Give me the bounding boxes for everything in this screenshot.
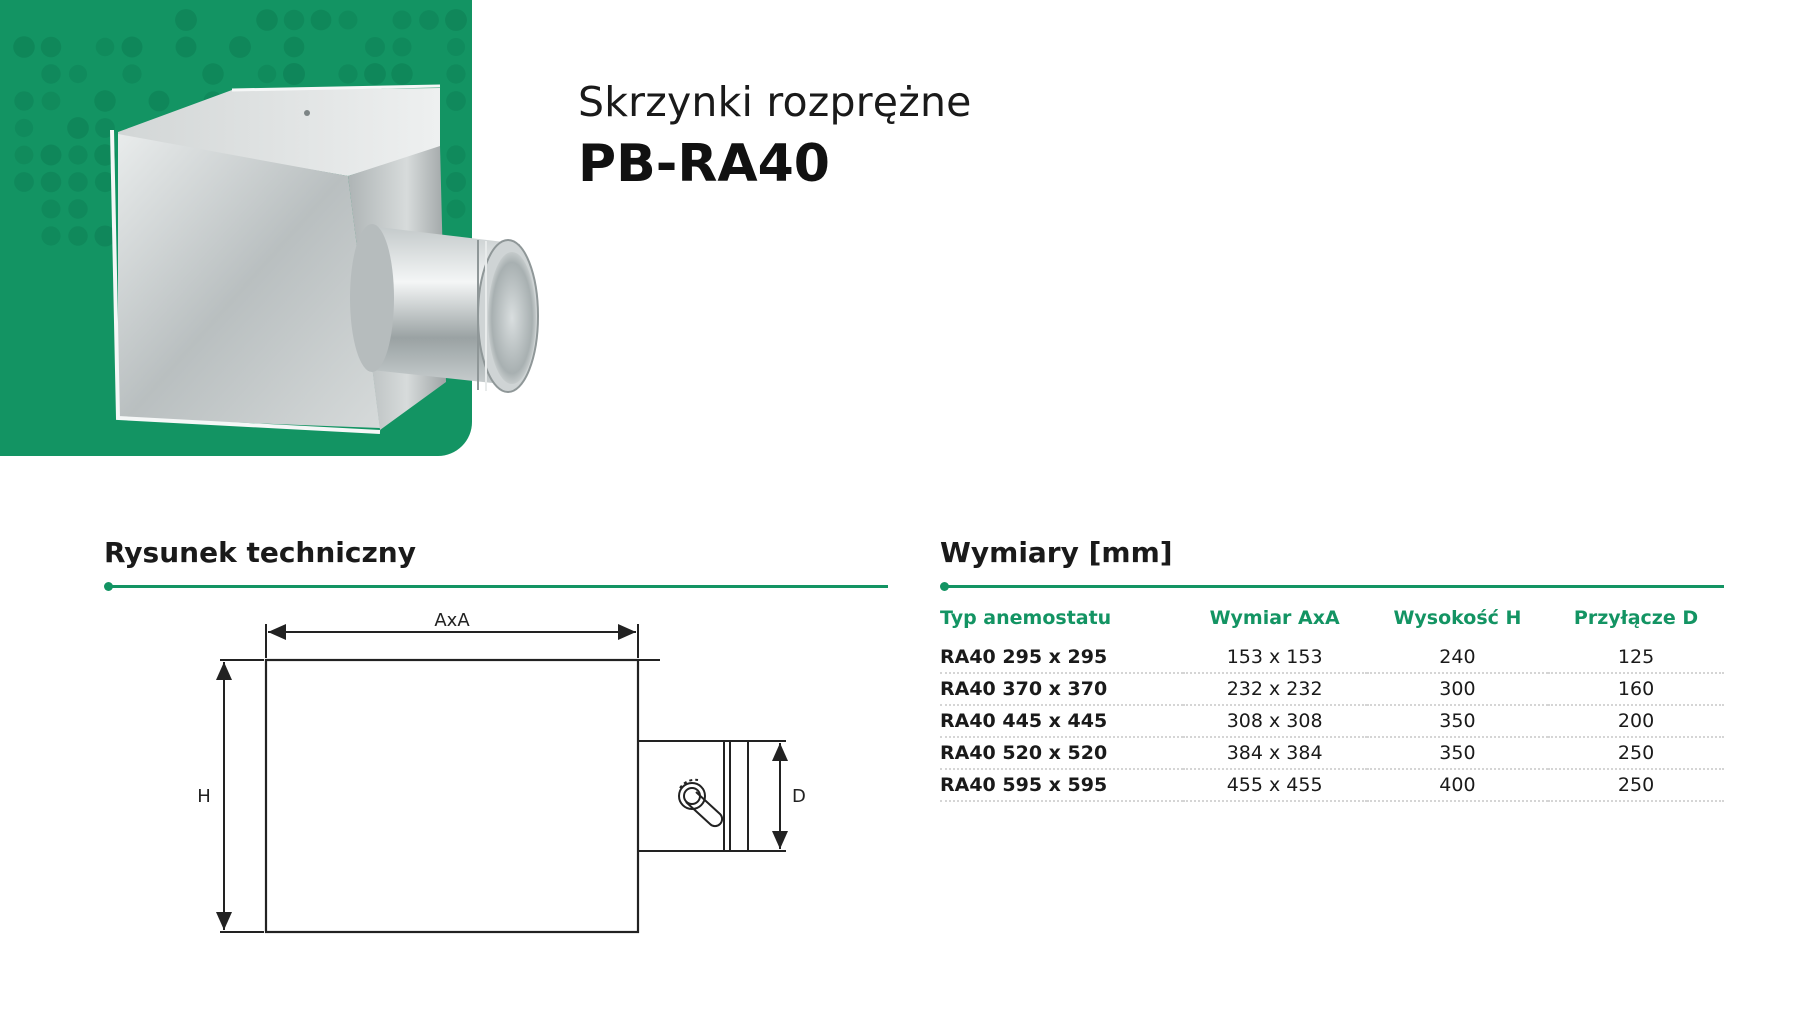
cell-connector: 200 <box>1548 705 1724 737</box>
cell-size: 232 x 232 <box>1183 673 1367 705</box>
column-header-connector: Przyłącze D <box>1573 607 1699 629</box>
cell-type: RA40 445 x 445 <box>940 705 1183 737</box>
table-row <box>940 673 1724 705</box>
cell-connector: 125 <box>1548 642 1724 673</box>
drawing-section-divider <box>108 585 888 588</box>
column-header-size: Wymiar AxA <box>1209 607 1340 629</box>
table-header-row <box>940 600 1724 642</box>
cell-size: 384 x 384 <box>1183 737 1367 769</box>
cell-type: RA40 370 x 370 <box>940 673 1183 705</box>
cell-type: RA40 520 x 520 <box>940 737 1183 769</box>
cell-size: 308 x 308 <box>1183 705 1367 737</box>
table-row <box>940 642 1724 673</box>
cell-size: 153 x 153 <box>1183 642 1367 673</box>
dimensions-section-divider <box>944 585 1724 588</box>
drawing-section-title: Rysunek techniczny <box>104 536 416 569</box>
cell-connector: 250 <box>1548 737 1724 769</box>
cell-type: RA40 595 x 595 <box>940 769 1183 801</box>
cell-height: 300 <box>1367 673 1548 705</box>
cell-height: 240 <box>1367 642 1548 673</box>
page-title: PB-RA40 <box>578 134 830 194</box>
cell-connector: 160 <box>1548 673 1724 705</box>
table-row <box>940 737 1724 769</box>
height-dimension-label: H <box>197 786 211 807</box>
cell-type: RA40 295 x 295 <box>940 642 1183 673</box>
dimensions-table <box>940 600 1724 802</box>
table-row <box>940 769 1724 801</box>
column-header-type: Typ anemostatu <box>940 607 1112 629</box>
column-header-height: Wysokość H <box>1393 607 1522 629</box>
cell-size: 455 x 455 <box>1183 769 1367 801</box>
cell-height: 400 <box>1367 769 1548 801</box>
dimensions-section-title: Wymiary [mm] <box>940 536 1173 569</box>
cell-height: 350 <box>1367 705 1548 737</box>
cell-connector: 250 <box>1548 769 1724 801</box>
technical-drawing <box>180 610 820 940</box>
table-row <box>940 705 1724 737</box>
cell-height: 350 <box>1367 737 1548 769</box>
width-dimension-label: AxA <box>434 610 470 631</box>
diameter-dimension-label: D <box>792 786 806 807</box>
product-image-plenum-box <box>0 0 560 456</box>
page-subtitle: Skrzynki rozprężne <box>578 78 972 126</box>
